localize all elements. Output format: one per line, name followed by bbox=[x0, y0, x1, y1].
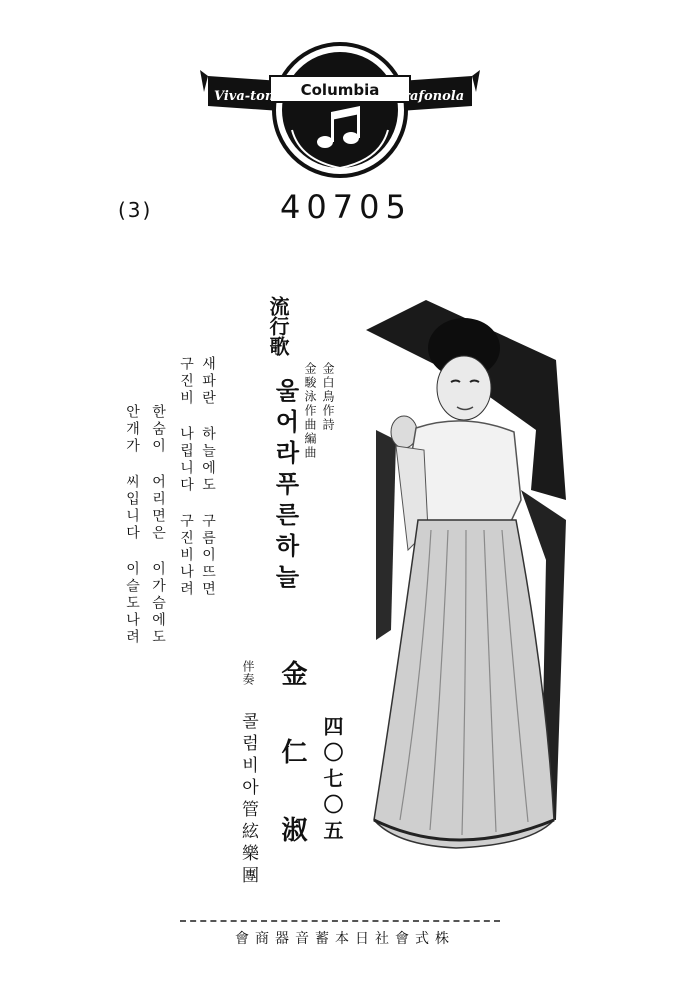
logo-left-text: Viva-tonal bbox=[214, 89, 288, 104]
singer-portrait bbox=[356, 300, 576, 860]
lyric-line: 새파란 하늘에도 구름이뜨면 bbox=[200, 356, 216, 598]
song-title: 울어라푸른하늘 bbox=[271, 378, 299, 595]
singer-name: 金仁淑 bbox=[277, 660, 307, 894]
accompaniment-label: 伴奏 bbox=[241, 660, 255, 686]
footer-divider bbox=[180, 920, 500, 922]
catalog-number: 40705 bbox=[280, 188, 412, 226]
page-number: (3) bbox=[118, 198, 153, 222]
footer-company-name: 株式會社日本蓄音器商會 bbox=[235, 931, 455, 947]
catalog-number-kanji: 四〇七〇五 bbox=[320, 716, 344, 846]
lyric-line: 구진비 나립니다 구진비나려 bbox=[178, 356, 194, 598]
logo-center-text: Columbia bbox=[300, 81, 380, 99]
genre-label: 流行歌 bbox=[266, 296, 290, 356]
lyricist-credit: 金白鳥作詩 bbox=[321, 362, 335, 432]
lyric-line: 안개가 씨입니다 이슬도나려 bbox=[124, 404, 140, 646]
lyric-line: 한숨이 어리면은 이가슴에도 bbox=[150, 404, 166, 646]
columbia-logo bbox=[200, 40, 480, 190]
logo-right-text: Grafonola bbox=[392, 89, 465, 104]
orchestra-name: 콜럼비아管絃樂團 bbox=[238, 712, 258, 888]
composer-credit: 金駿泳作曲編曲 bbox=[303, 362, 317, 460]
